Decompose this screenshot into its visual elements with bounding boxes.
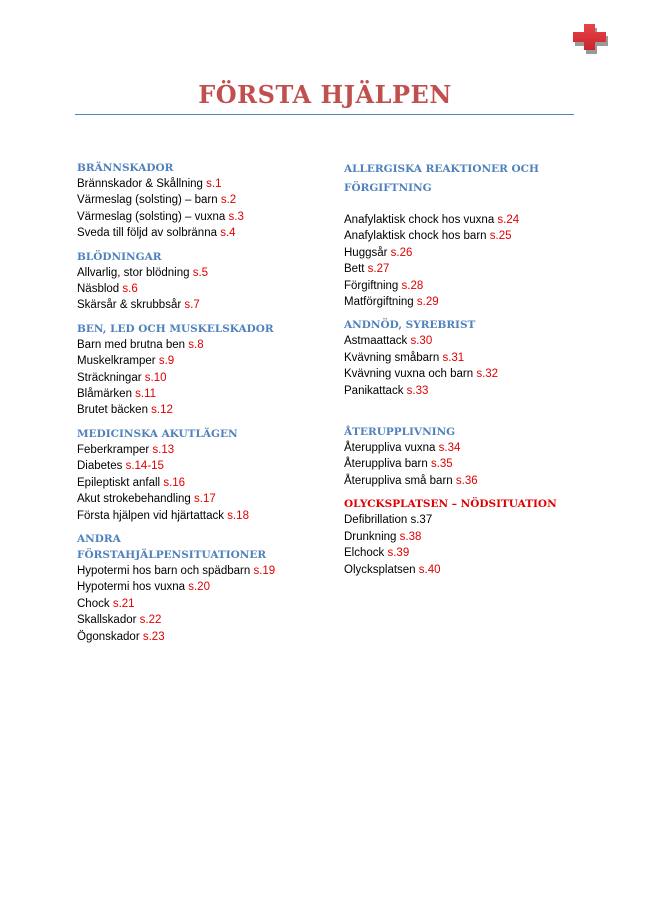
toc-item[interactable]: Förgiftning s.28 xyxy=(344,279,424,292)
section-heading: BEN, LED OCH MUSKELSKADOR xyxy=(77,322,274,335)
toc-item[interactable]: Återuppliva vuxna s.34 xyxy=(344,442,461,455)
toc-item[interactable]: Kvävning småbarn s.31 xyxy=(344,351,465,364)
toc-item[interactable]: Defibrillation s.37 xyxy=(344,514,433,527)
toc-item[interactable]: Drunkning s.38 xyxy=(344,530,422,543)
toc-item[interactable]: Brännskador & Skållning s.1 xyxy=(77,178,222,190)
toc-item[interactable]: Värmeslag (solsting) – barn s.2 xyxy=(77,194,237,207)
toc-item[interactable]: Sträckningar s.10 xyxy=(77,371,167,384)
toc-item[interactable]: Hypotermi hos vuxna s.20 xyxy=(77,581,210,594)
section-heading: ANDRA FÖRSTAHJÄLPENSITUATIONER xyxy=(77,532,267,561)
toc-item[interactable]: Panikattack s.33 xyxy=(344,384,429,397)
toc-item[interactable]: Skallskador s.22 xyxy=(77,614,162,627)
toc-section xyxy=(77,426,337,524)
toc-item[interactable]: Diabetes s.14-15 xyxy=(77,460,164,473)
toc-item[interactable]: Huggsår s.26 xyxy=(344,246,413,259)
toc-item[interactable]: Blåmärken s.11 xyxy=(77,388,157,401)
page-title: FÖRSTA HJÄLPEN xyxy=(198,80,452,109)
toc-item[interactable]: Elchock s.39 xyxy=(344,547,410,560)
toc-item[interactable]: Sveda till följd av solbränna s.4 xyxy=(77,227,236,240)
toc-section xyxy=(344,160,604,310)
toc-item[interactable]: Akut strokebehandling s.17 xyxy=(77,493,216,506)
toc-item[interactable]: Kvävning vuxna och barn s.32 xyxy=(344,368,499,381)
toc-item[interactable]: Hypotermi hos barn och spädbarn s.19 xyxy=(77,564,276,577)
toc-item[interactable]: Olycksplatsen s.40 xyxy=(344,563,441,576)
red-cross-icon xyxy=(568,22,610,56)
section-heading: BLÖDNINGAR xyxy=(77,250,162,263)
toc-section xyxy=(344,424,604,489)
toc-item[interactable]: Bett s.27 xyxy=(344,263,390,276)
toc-section xyxy=(77,531,337,645)
toc-item[interactable]: Astmaattack s.30 xyxy=(344,335,433,348)
toc-section xyxy=(77,160,337,242)
toc-item[interactable]: Ögonskador s.23 xyxy=(77,630,165,643)
toc-section xyxy=(344,496,604,578)
toc-item[interactable]: Anafylaktisk chock hos vuxna s.24 xyxy=(344,214,520,226)
toc-item[interactable]: Epileptiskt anfall s.16 xyxy=(77,476,186,489)
toc-item[interactable]: Återuppliva små barn s.36 xyxy=(344,474,478,487)
section-heading: BRÄNNSKADOR xyxy=(77,162,174,174)
toc-left-column xyxy=(77,160,337,645)
section-heading: ALLERGISKA REAKTIONER OCH FÖRGIFTNING xyxy=(344,163,539,194)
toc-item[interactable]: Muskelkramper s.9 xyxy=(77,355,175,368)
toc-item[interactable]: Första hjälpen vid hjärtattack s.18 xyxy=(77,509,249,522)
section-heading: OLYCKSPLATSEN – NÖDSITUATION xyxy=(344,498,557,511)
toc-right-column xyxy=(344,160,604,578)
toc-item[interactable]: Chock s.21 xyxy=(77,597,135,610)
toc-item[interactable]: Skärsår & skrubbsår s.7 xyxy=(77,299,200,312)
toc-item[interactable]: Matförgiftning s.29 xyxy=(344,296,439,309)
toc-item[interactable]: Feberkramper s.13 xyxy=(77,443,175,456)
toc-item[interactable]: Allvarlig, stor blödning s.5 xyxy=(77,266,209,279)
toc-item[interactable]: Anafylaktisk chock hos barn s.25 xyxy=(344,230,512,243)
toc-section xyxy=(77,249,337,314)
toc-item[interactable]: Återuppliva barn s.35 xyxy=(344,458,453,471)
section-heading: MEDICINSKA AKUTLÄGEN xyxy=(77,427,238,440)
toc-item[interactable]: Barn med brutna ben s.8 xyxy=(77,338,204,351)
section-heading: ANDNÖD, SYREBRIST xyxy=(344,319,476,332)
toc-item[interactable]: Näsblod s.6 xyxy=(77,283,138,296)
toc-section xyxy=(77,321,337,419)
title-divider xyxy=(75,114,574,115)
section-heading: ÅTERUPPLIVNING xyxy=(344,426,456,439)
toc-item[interactable]: Värmeslag (solsting) – vuxna s.3 xyxy=(77,210,244,223)
toc-item[interactable]: Brutet bäcken s.12 xyxy=(77,404,173,417)
toc-section xyxy=(344,317,604,399)
